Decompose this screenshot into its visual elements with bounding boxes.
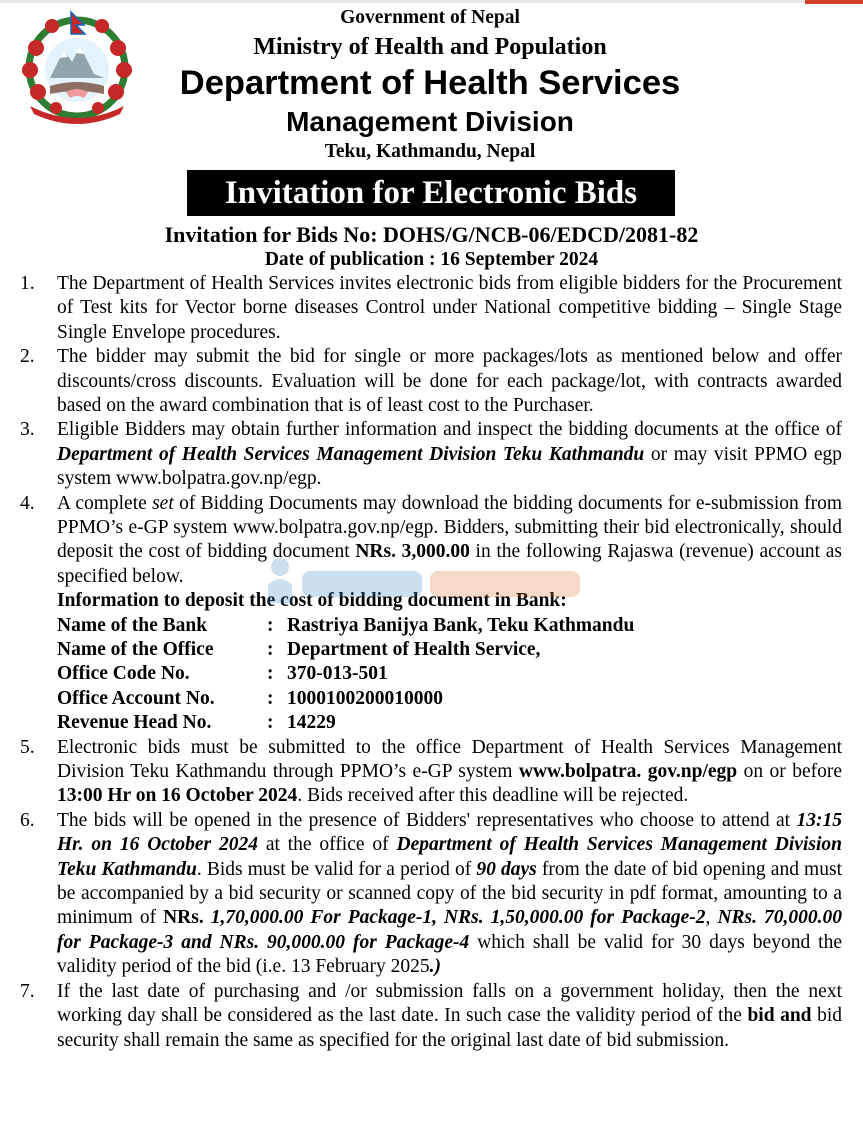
item-text: of Bidding Documents may download the bidding documents for e-submission from PPMO’s e-GP system www.bolpatra.gov.np/egp. Bidders, submitting their bid electronically, should deposit the cost of bidding document: [57, 492, 842, 563]
government-name: Government of Nepal: [340, 7, 520, 28]
list-item: [16, 492, 842, 590]
submission-deadline: 13:00 Hr on 16 October 2024: [57, 785, 298, 807]
item-number: 1.: [20, 273, 35, 294]
set-emphasis: set: [152, 492, 174, 514]
item-text: which shall be valid for 30 days beyond the validity period of the bid (i.e. 13 February 2025: [57, 931, 842, 978]
document-cost: NRs. 3,000.00: [355, 541, 470, 563]
bank-label: Office Code No.: [57, 663, 190, 685]
bank-value: 1000100200010000: [287, 687, 443, 709]
opening-time: 13:15 Hr. on 16 October 2024: [57, 809, 842, 856]
item-text: from the date of bid opening and must be accompanied by a bid security or scanned copy of the bid security in pdf format, amounting to a minimum of: [57, 858, 842, 929]
item-number: 7.: [20, 980, 35, 1002]
egp-url: www.bolpatra. gov.np/egp: [518, 761, 738, 783]
item-number: 5.: [20, 736, 35, 758]
item-text: on or before: [737, 761, 842, 783]
bank-row: [57, 662, 842, 686]
item-number: 4.: [20, 492, 35, 514]
bank-row: [57, 711, 842, 735]
bank-row: [57, 687, 842, 711]
nepal-flag-icon: [71, 12, 85, 34]
bank-separator: :: [267, 614, 274, 636]
item-text: Electronic bids must be submitted to the office Department of Health Services Management Division Teku Kathmandu through PPMO’s e-GP system: [57, 736, 842, 783]
item-text: ,: [705, 907, 718, 929]
office-location-emphasis: Department of Health Services Management Division Teku Kathmandu: [57, 834, 842, 880]
list-item: [16, 272, 842, 345]
bank-separator: :: [267, 639, 274, 661]
list-item: [16, 418, 842, 491]
item-number: 6.: [20, 809, 35, 831]
bank-value: Department of Health Service,: [287, 639, 541, 661]
office-address: Teku, Kathmandu, Nepal: [324, 141, 536, 162]
item-text: The bidder may submit the bid for single or more packages/lots as mentioned below and offer discounts/cross discounts. Evaluation will be done for each package/lot, with contracts awarded based on the award combination that is of least cost to the Purchaser.: [57, 346, 842, 417]
item-text: bid security shall remain the same as specified for the original last date of bid submission.: [57, 1005, 842, 1051]
corner-accent: [805, 0, 863, 4]
item-number: 3.: [20, 419, 35, 441]
bank-label: Name of the Office: [57, 639, 214, 661]
bank-value: 14229: [287, 712, 336, 734]
notice-title-banner: Invitation for Electronic Bids: [187, 170, 675, 216]
closing-punctuation: .): [429, 956, 441, 978]
nepal-emblem-icon: [16, 8, 138, 126]
item-text: Eligible Bidders may obtain further information and inspect the bidding documents at the office of: [57, 419, 842, 441]
item-text: at the office of: [257, 834, 397, 856]
list-item: [16, 345, 842, 418]
bank-separator: :: [267, 663, 274, 685]
bank-info-heading: Information to deposit the cost of bidding document in Bank:: [57, 590, 567, 612]
bank-value: Rastriya Banijya Bank, Teku Kathmandu: [287, 614, 635, 636]
item-text: The Department of Health Services invites electronic bids from eligible bidders for the Procurement of Test kits for Vector borne diseases Control under National competitive bidding – Single Stage Single Envelope procedures.: [57, 273, 842, 343]
item-text: or may visit PPMO egp system www.bolpatra.gov.np/egp.: [57, 443, 842, 490]
bank-label: Office Account No.: [57, 687, 215, 709]
item-text: in the following Rajaswa (revenue) account as specified below.: [57, 541, 842, 587]
bank-row: [57, 614, 842, 638]
bank-separator: :: [267, 687, 274, 709]
item-number: 2.: [20, 346, 35, 368]
ifb-number: Invitation for Bids No: DOHS/G/NCB-06/EDCD/2081-82: [164, 222, 699, 247]
bank-row: [57, 638, 842, 662]
bank-separator: :: [267, 712, 274, 734]
bank-label: Name of the Bank: [57, 614, 208, 636]
bank-label: Revenue Head No.: [57, 712, 212, 734]
publication-date: Date of publication : 16 September 2024: [264, 249, 599, 270]
bid-and-emphasis: bid and: [747, 1005, 812, 1027]
security-currency: NRs.: [163, 907, 204, 929]
top-border: [0, 0, 863, 3]
list-item: [16, 736, 842, 809]
list-item: [16, 809, 842, 980]
security-amounts: NRs. 70,000.00 for Package-3 and NRs. 90,000.00 for Package-4: [57, 907, 842, 953]
department-name: Department of Health Services: [179, 64, 681, 102]
item-text: The bids will be opened in the presence of Bidders' representatives who choose to attend at: [57, 809, 797, 831]
item-text: . Bids must be valid for a period of: [196, 858, 477, 880]
bank-info: [16, 589, 842, 735]
notice-body: [16, 272, 842, 1053]
ministry-name: Ministry of Health and Population: [253, 34, 607, 60]
division-name: Management Division: [286, 106, 574, 137]
item-text: A complete: [57, 492, 153, 514]
bank-value: 370-013-501: [287, 663, 388, 685]
office-location-emphasis: Department of Health Services Management Division Teku Kathmandu: [57, 443, 645, 465]
item-text: . Bids received after this deadline will be rejected.: [297, 785, 689, 807]
validity-period: 90 days: [476, 858, 537, 880]
list-item: [16, 980, 842, 1053]
item-text: If the last date of purchasing and /or submission falls on a government holiday, then the next working day shall be considered as the last date. In such case the validity period of the: [57, 980, 842, 1027]
security-amounts: 1,70,000.00 For Package-1, NRs. 1,50,000.00 for Package-2: [203, 907, 706, 929]
